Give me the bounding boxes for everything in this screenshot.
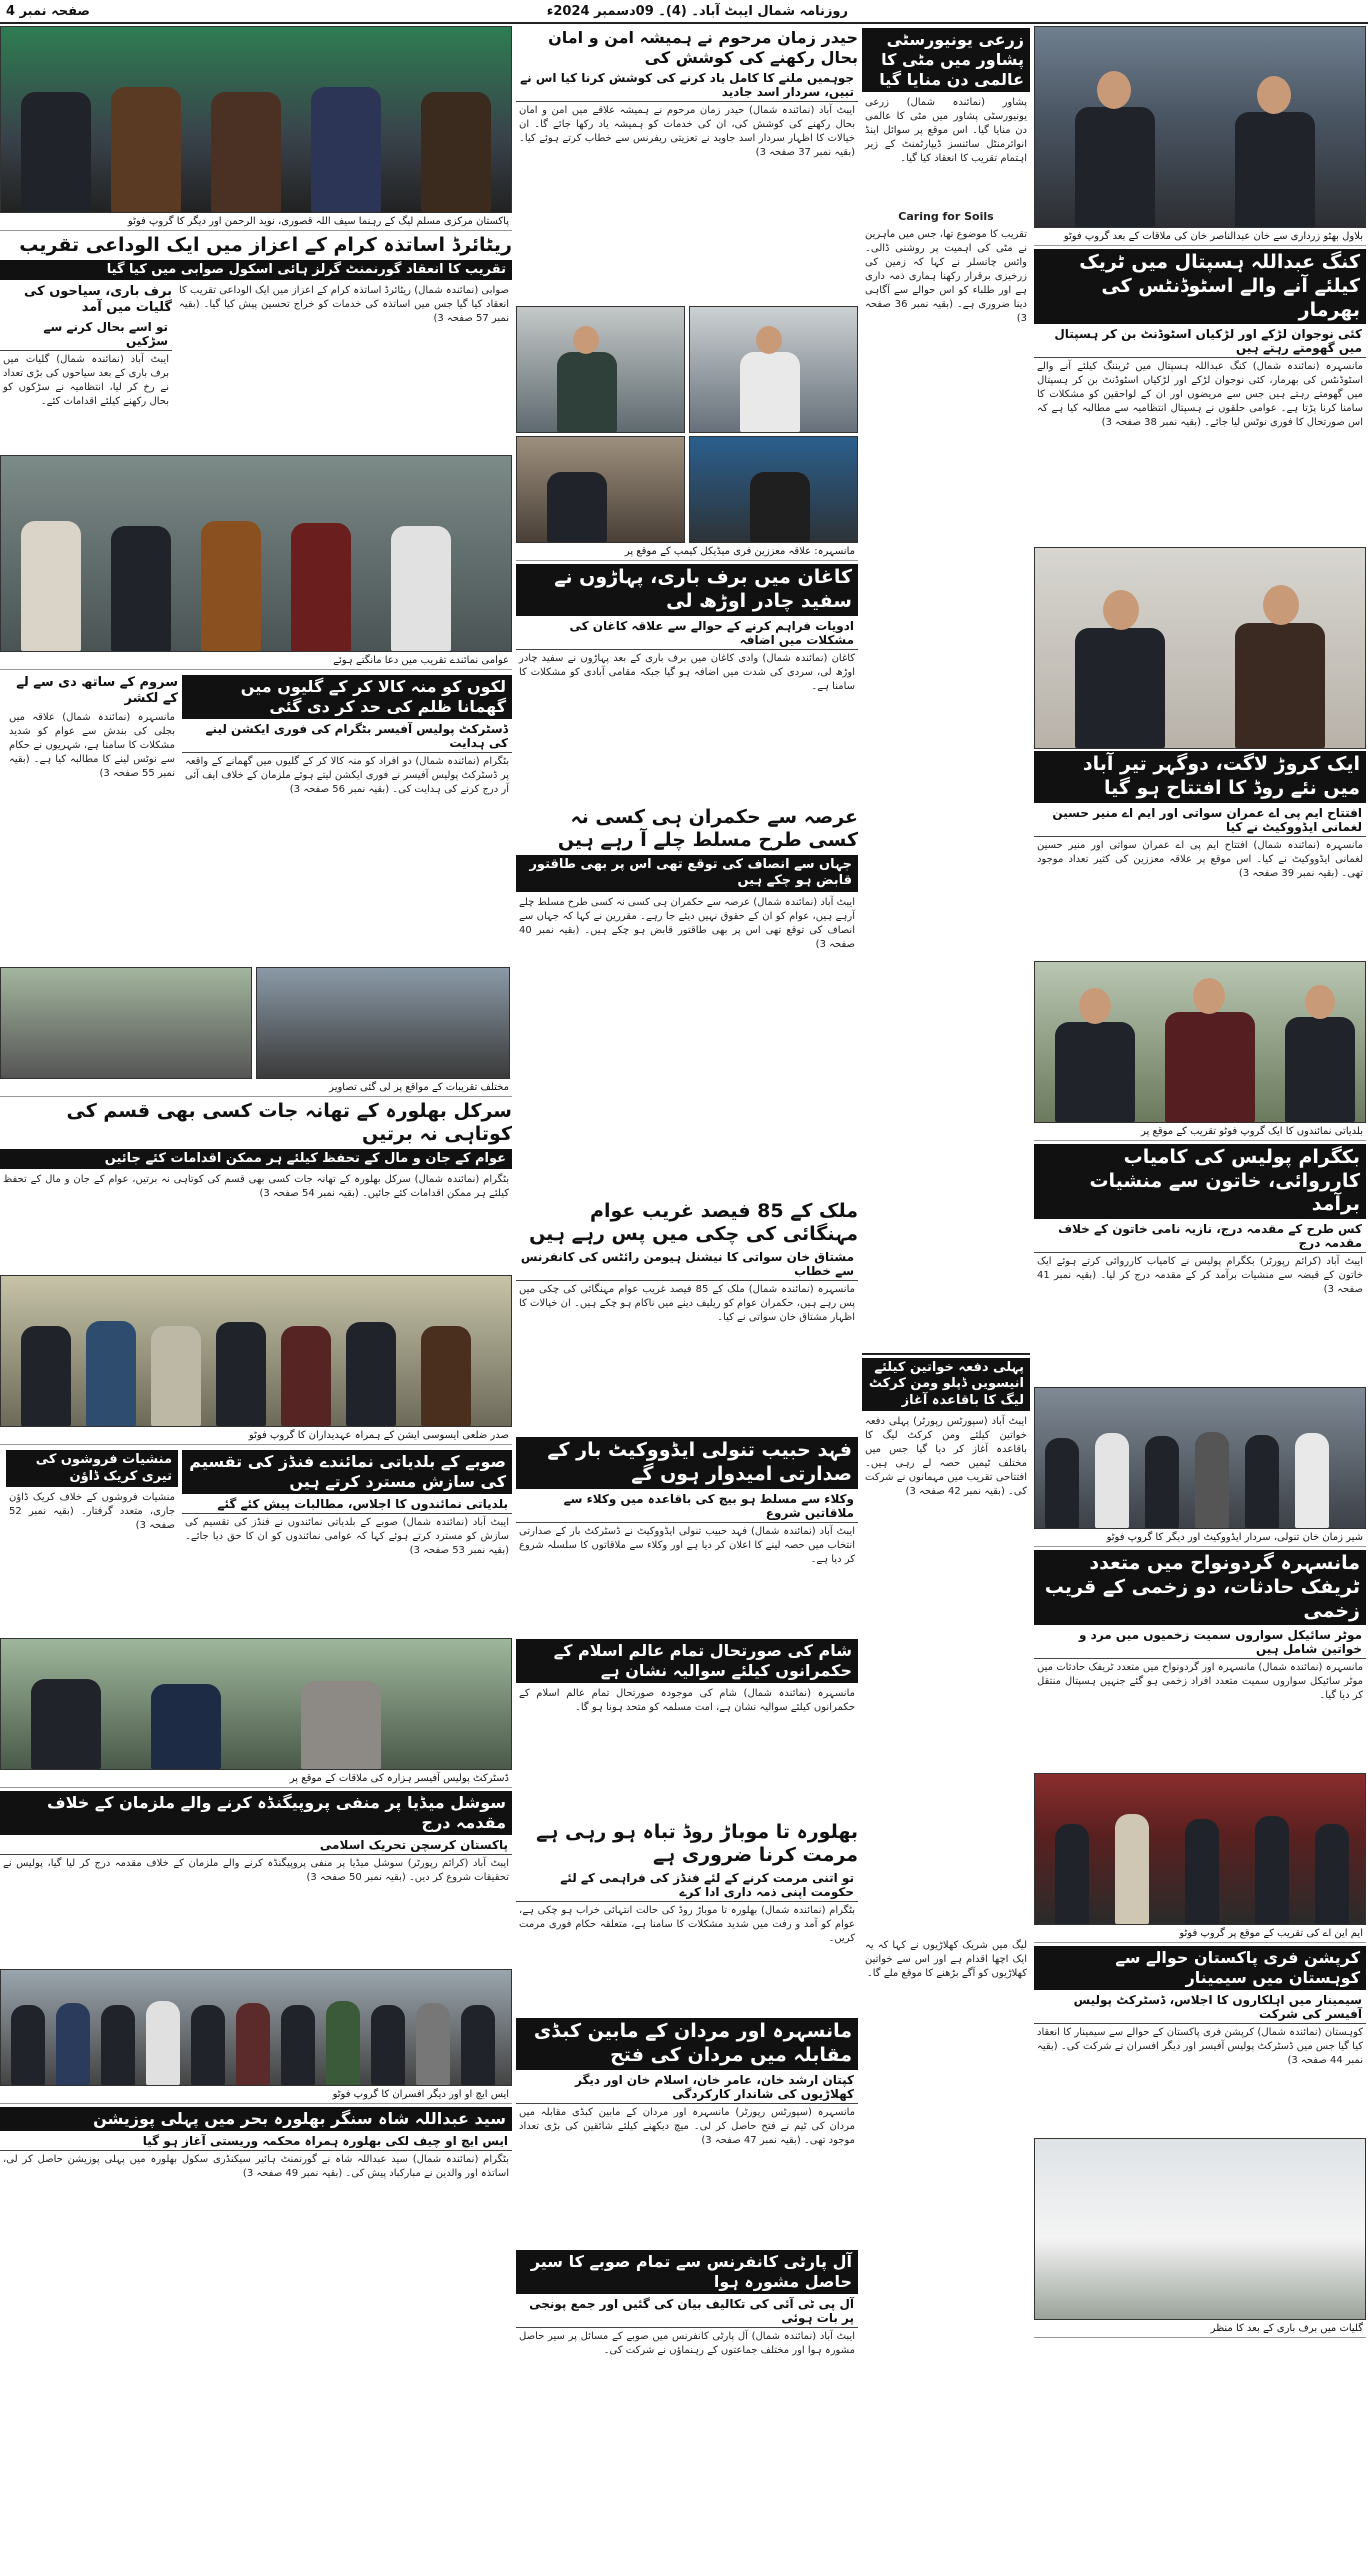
subheadline: جہاں سے انصاف کی توقع تھی اس پر بھی طاقتور قابض ہو چکے ہیں — [516, 855, 858, 892]
subheadline: موٹر سائیکل سواروں سمیت زخمیوں میں مرد و خواتین شامل ہیں — [1034, 1627, 1366, 1659]
photo-caption: شیر زمان خان تنولی، سردار ایڈووکیٹ اور دیگر کا گروپ فوٹو — [1034, 1529, 1366, 1547]
subheadline: تقریب کا انعقاد گورنمنٹ گرلز ہائی اسکول صوابی میں کیا گیا — [0, 260, 512, 280]
headline: مانسہرہ گردونواح میں متعدد ٹریفک حادثات، دو زخمی کے قریب زخمی — [1034, 1550, 1366, 1625]
headline: صوبے کے بلدیاتی نمائندے فنڈز کی تقسیم کی سازش مسترد کرتے ہیں — [182, 1450, 512, 1494]
subheadline: پاکستان کرسچن تحریک اسلامی — [0, 1837, 512, 1855]
photo-caption: بلاول بھٹو زرداری سے خان عبدالناصر خان کی ملاقات کے بعد گروپ فوٹو — [1034, 228, 1366, 246]
article-body: مانسہرہ (نمائندہ شمال) مانسہرہ اور گردونواح میں متعدد ٹریفک حادثات میں موٹر سائیکل سواروں سمیت متعدد افراد زخمی ہو گئے جنہیں ہسپتال منتقل کر دیا گیا۔ — [1037, 1662, 1363, 1702]
article-body: ایبٹ آباد (نمائندہ شمال) گلیات میں برف باری کے بعد سیاحوں کی بڑی تعداد نے رخ کر لیا، انتظامیہ نے سڑکوں کو بحال رکھنے کیلئے اقدامات کئے۔ — [3, 353, 169, 407]
subheadline: وکلاء سے مسلط ہو بیچ کی باقاعدہ میں وکلاء سے ملاقاتیں شروع — [516, 1491, 858, 1523]
headline: بکگرام پولیس کی کامیاب کارروائی، خاتون سے منشیات برآمد — [1034, 1144, 1366, 1219]
headline: زرعی یونیورسٹی پشاور میں مٹی کا عالمی دن منایا گیا — [862, 28, 1030, 92]
subheadline: جوہمیں ملنے کا کامل یاد کرنے کی کوشش کرنا کیا اس نے تبیں، سردار اسد جادید — [516, 70, 858, 102]
column-3 — [516, 26, 858, 2556]
subheadline: ایس ایچ او چیف لکی بھلورہ ہمراہ محکمہ وریستی آغاز ہو گیا — [0, 2133, 512, 2151]
article-body: ایبٹ آباد (نمائندہ شمال) حیدر زمان مرحوم نے ہمیشہ علاقے میں امن و امان بحال رکھنے کی کوشش کی، ان کی خدمات کو ہمیشہ یاد رکھا جائے گا۔ ان خیالات کا اظہار سردار اسد جاوید نے تعزیتی ریفرنس سے خطاب کرتے ہوئے کیا۔ (بقیہ نمبر 37 صفحہ 3) — [519, 105, 855, 158]
article-body: ایبٹ آباد (کرائم رپورٹر) بکگرام پولیس نے کامیاب کارروائی کرتے ہوئے ایک خاتون کے قبضہ سے منشیات برآمد کر کے مقدمہ درج کر لیا۔ (بقیہ نمبر 41 صفحہ 3) — [1037, 1256, 1363, 1295]
headline: سید عبداللہ شاہ سنگر بھلورہ بحر میں پہلی پوزیشن — [0, 2107, 512, 2131]
photo-13 — [0, 967, 252, 1079]
photo-16 — [0, 1638, 512, 1770]
photo-caption: ایم این اے کی تقریب کے موقع پر گروپ فوٹو — [1034, 1925, 1366, 1943]
subheadline: سیمینار میں اہلکاروں کا اجلاس، ڈسٹرکٹ پولیس آفیسر کی شرکت — [1034, 1992, 1366, 2024]
article-body: ایبٹ آباد (نمائندہ شمال) فہد حبیب تنولی ایڈووکیٹ نے ڈسٹرکٹ بار کے صدارتی انتخاب میں حصہ لینے کا اعلان کر دیا ہے اور وکلاء سے ملاقاتوں کا سلسلہ شروع کر دیا ہے۔ — [519, 1525, 855, 1565]
headline: سرکل بھلورہ کے تھانہ جات کسی بھی قسم کی کوتاہی نہ برتیں — [66, 1099, 512, 1146]
photo-11 — [0, 26, 512, 213]
article-body: بٹگرام (نمائندہ شمال) دو افراد کو منہ کالا کر کے گلیوں میں گھمانے کے واقعہ پر ڈسٹرکٹ پولیس آفیسر نے فوری ایکشن لیتے ہوئے ملزمان کے خلاف ایف آئی آر درج کرنے کی ہدایت کی۔ (بقیہ نمبر 56 صفحہ 3) — [185, 755, 509, 795]
subheadline: کئی نوجوان لڑکے اور لڑکیاں اسٹوڈنٹ بن کر ہسپتال میں گھومتے رہتے ہیں — [1034, 326, 1366, 358]
photo-caption: صدر ضلعی ایسوسی ایشن کے ہمراہ عہدیداران کا گروپ فوٹو — [0, 1427, 512, 1445]
headline: کنگ عبداللہ ہسپتال میں ٹریک کیلئے آنے والے اسٹوڈنٹس کی بھرمار — [1034, 249, 1366, 324]
headline: کرپشن فری پاکستان حوالے سے کوہستان میں سیمینار — [1034, 1946, 1366, 1990]
subheadline: ادویات فراہم کرنے کے حوالے سے علاقہ کاغان کی مشکلات میں اضافہ — [516, 618, 858, 650]
photo-caption: مختلف تقریبات کے مواقع پر لی گئی تصاویر — [0, 1079, 512, 1097]
photo-3 — [1034, 961, 1366, 1123]
photo-1 — [1034, 26, 1366, 228]
photo-9 — [516, 436, 685, 543]
column-2 — [862, 26, 1030, 2556]
photo-12 — [0, 455, 512, 652]
article-body: مانسہرہ (سپورٹس رپورٹر) مانسہرہ اور مردان کے مابین کبڈی مقابلہ میں مردان کی ٹیم نے فتح حاصل کر لی۔ میچ دیکھنے کیلئے شائقین کی بڑی تعداد موجود تھی۔ (بقیہ نمبر 47 صفحہ 3) — [519, 2106, 855, 2146]
article-body: ایبٹ آباد (نمائندہ شمال) آل پارٹی کانفرنس میں صوبے کے مسائل پر سیر حاصل مشورہ ہوا اور مختلف جماعتوں کے رہنماؤں نے شرکت کی۔ — [519, 2330, 855, 2356]
photo-grid — [516, 306, 858, 433]
photo-4 — [1034, 1387, 1366, 1529]
headline: پہلی دفعہ خواتین کیلئے انیسویں ڈپلو ومن کرکٹ لیگ کا باقاعدہ آغاز — [862, 1358, 1030, 1411]
photo-10 — [689, 436, 858, 543]
article-body: مانسہرہ (نمائندہ شمال) شام کی موجودہ صورتحال تمام عالم اسلام کے حکمرانوں کیلئے سوالیہ نشان ہے، امت مسلمہ کو متحد ہونا ہو گا۔ — [519, 1687, 855, 1713]
headline: لکوں کو منہ کالا کر کے گلیوں میں گھمانا ظلم کی حد کر دی گئی — [182, 675, 512, 719]
article-body: مانسہرہ (نمائندہ شمال) افتتاح ایم پی اے عمران سواتی اور منیر حسین لغمانی ایڈووکیٹ نے کیا۔ اس موقع پر علاقہ معززین کی کثیر تعداد موجود تھی۔ (بقیہ نمبر 39 صفحہ 3) — [1037, 839, 1363, 879]
photo-grid — [0, 967, 512, 1079]
column-4 — [0, 26, 512, 2556]
column-1 — [1034, 26, 1366, 2556]
photo-caption: پاکستان مرکزی مسلم لیگ کے رہنما سیف اللہ قصوری، نوید الرحمن اور دیگر کا گروپ فوٹو — [0, 213, 512, 231]
headline: سروم کے ساتھ دی سے لے کے لکشر — [16, 674, 178, 706]
subheadline: ڈسٹرکٹ پولیس آفیسر بٹگرام کی فوری ایکشن لینے کی ہدایت — [182, 721, 512, 753]
article-body: مانسہرہ (نمائندہ شمال) علاقہ میں بجلی کی بندش سے عوام کو شدید مشکلات کا سامنا ہے، شہریوں نے حکام سے نوٹس لینے کا مطالبہ کیا ہے۔ (بقیہ نمبر 55 صفحہ 3) — [9, 712, 175, 779]
page-number: صفحہ نمبر 4 — [6, 3, 90, 19]
article-body: ایبٹ آباد (کرائم رپورٹر) سوشل میڈیا پر منفی پروپیگنڈہ کرنے والے ملزمان کے خلاف مقدمہ درج کر لیا گیا، پولیس نے تحقیقات شروع کر دیں۔ (بقیہ نمبر 50 صفحہ 3) — [3, 1858, 509, 1884]
headline: برف باری، سیاحوں کی گلیات میں آمد — [23, 284, 172, 316]
article-body: کوہستان (نمائندہ شمال) کرپشن فری پاکستان کے حوالے سے سیمینار کا انعقاد کیا گیا جس میں ڈسٹرکٹ پولیس آفیسر اور دیگر افسران نے شرکت کی۔ (بقیہ نمبر 44 صفحہ 3) — [1037, 2027, 1363, 2067]
article-body: پشاور (نمائندہ شمال) زرعی یونیورسٹی پشاور میں مٹی کا عالمی دن منایا گیا۔ اس موقع پر سوائل اینڈ انوائرمنٹل سائنسز ڈیپارٹمنٹ کے زیر اہتمام تقریب کا انعقاد کیا گیا۔ — [865, 97, 1027, 164]
photo-15 — [0, 1275, 512, 1427]
headline: ملک کے 85 فیصد غریب عوام مہنگائی کی چکی میں پس رہے ہیں — [529, 1199, 858, 1246]
headline: بھلورہ تا موباڑ روڈ تباہ ہو رہی ہے مرمت کرنا ضروری ہے — [536, 1820, 858, 1867]
photo-7 — [516, 306, 685, 433]
masthead-title: روزنامہ شمال ایبٹ آباد۔ (4)۔ 09دسمبر 2024ء — [546, 3, 848, 19]
photo-caption: عوامی نمائندے تقریب میں دعا مانگتے ہوئے — [0, 652, 512, 670]
photo-grid — [516, 436, 858, 543]
headline: حیدر زمان مرحوم نے ہمیشہ امن و امان بحال رکھنے کی کوشش کی — [548, 28, 858, 67]
photo-5 — [1034, 1773, 1366, 1925]
photo-caption: ایس ایچ او اور دیگر افسران کا گروپ فوٹو — [0, 2086, 512, 2104]
photo-2 — [1034, 547, 1366, 749]
masthead — [0, 0, 1368, 24]
article-body: تقریب کا موضوع تھا، جس میں ماہرین نے مٹی کی اہمیت پر روشنی ڈالی۔ وائس چانسلر نے کہا کہ زمین کی زرخیزی برقرار رکھنا ہماری ذمہ داری ہے اور طلباء کو اس حوالے سے آگاہی دینا ضروری ہے۔ (بقیہ نمبر 36 صفحہ 3) — [865, 229, 1027, 324]
article-body: مانسہرہ (نمائندہ شمال) ملک کے 85 فیصد غریب عوام مہنگائی کی چکی میں پس رہے ہیں، حکمران عوام کو ریلیف دینے میں ناکام ہو چکے ہیں۔ ان خیالات کا اظہار مشتاق خان سواتی نے کیا۔ — [519, 1284, 855, 1323]
photo-caption: گلیات میں برف باری کے بعد کا منظر — [1034, 2320, 1366, 2338]
article-body: ایبٹ آباد (نمائندہ شمال) صوبے کے بلدیاتی نمائندوں نے فنڈز کی تقسیم کی سازش کو مسترد کرتے ہوئے کہا کہ عوامی نمائندوں کو ان کا حق دیا جائے۔ (بقیہ نمبر 53 صفحہ 3) — [185, 1517, 509, 1557]
photo-6 — [1034, 2138, 1366, 2320]
photo-17 — [0, 1969, 512, 2086]
subheadline: افتتاح ایم پی اے عمران سواتی اور ایم اے منیر حسین لغمانی ایڈووکیٹ نے کیا — [1034, 805, 1366, 837]
headline: مانسہرہ اور مردان کے مابین کبڈی مقابلہ میں مردان کی فتح — [516, 2018, 858, 2070]
subheadline: بلدیاتی نمائندوں کا اجلاس، مطالبات پیش کئے گئے — [182, 1496, 512, 1514]
subheadline: عوام کے جان و مال کے تحفظ کیلئے ہر ممکن اقدامات کئے جائیں — [0, 1149, 512, 1169]
article-body: ایبٹ آباد (سپورٹس رپورٹر) پہلی دفعہ خواتین کیلئے ومن کرکٹ لیگ کا باقاعدہ آغاز کر دیا گیا جس میں مختلف ٹیمیں حصہ لے رہی ہیں۔ افتتاحی تقریب میں مہمانوں نے شرکت کی۔ (بقیہ نمبر 42 صفحہ 3) — [865, 1415, 1027, 1497]
english-term: Caring for Soils — [898, 210, 994, 223]
headline: ریٹائرڈ اساتذہ کرام کے اعزاز میں ایک الوداعی تقریب — [19, 234, 512, 256]
article-body: منشیات فروشوں کے خلاف کریک ڈاؤن جاری، متعدد گرفتار۔ (بقیہ نمبر 52 صفحہ 3) — [9, 1491, 175, 1531]
article-body: بٹگرام (نمائندہ شمال) سرکل بھلورہ کے تھانہ جات کسی بھی قسم کی کوتاہی نہ برتیں، عوام کے جان و مال کے تحفظ کیلئے ہر ممکن اقدامات کئے جائیں۔ (بقیہ نمبر 54 صفحہ 3) — [3, 1174, 509, 1200]
photo-caption: بلدیاتی نمائندوں کا ایک گروپ فوٹو تقریب کے موقع پر — [1034, 1123, 1366, 1141]
article-body: ایبٹ آباد (نمائندہ شمال) عرصہ سے حکمران ہی کسی نہ کسی طرح مسلط چلے آرہے ہیں، عوام کو ان کے حقوق نہیں دیئے جا رہے۔ مقررین نے کہا کہ جہاں سے انصاف کی توقع تھی اس پر بھی طاقتور قابض ہو چکے ہیں۔ (بقیہ نمبر 40 صفحہ 3) — [518, 896, 855, 950]
subheadline: کس طرح کے مقدمہ درج، نازیہ نامی خاتون کے خلاف مقدمہ درج — [1034, 1221, 1366, 1253]
headline: آل پارٹی کانفرنس سے تمام صوبے کا سیر حاصل مشورہ ہوا — [516, 2250, 858, 2294]
subheadline: تو اتنی مرمت کرنے کے لئے فنڈز کی فراہمی کے لئے حکومت اپنی ذمہ داری ادا کرے — [516, 1870, 858, 1902]
headline: ایک کروڑ لاگت، دوگہر تیر آباد میں نئے روڈ کا افتتاح ہو گیا — [1034, 751, 1366, 803]
photo-8 — [689, 306, 858, 433]
subheadline: مشتاق خان سواتی کا نیشنل ہیومن رائٹس کی کانفرنس سے خطاب — [516, 1249, 858, 1281]
article-body: کاغان (نمائندہ شمال) وادی کاغان میں برف باری کے بعد پہاڑوں نے سفید چادر اوڑھ لی، سردی کی شدت میں اضافہ ہو گیا جبکہ مقامی آبادی کو مشکلات کا سامنا ہے۔ — [519, 652, 855, 692]
headline: سوشل میڈیا پر منفی پروپیگنڈہ کرنے والے ملزمان کے خلاف مقدمہ درج — [0, 1791, 512, 1835]
photo-caption: مانسہرہ: علاقہ معززین فری میڈیکل کیمپ کے موقع پر — [516, 543, 858, 561]
headline: عرصہ سے حکمران ہی کسی نہ کسی طرح مسلط چلے آ رہے ہیں — [557, 805, 858, 852]
article-body: مانسہرہ (نمائندہ شمال) کنگ عبداللہ ہسپتال میں ٹریننگ کیلئے آنے والے اسٹوڈنٹس کی بھرمار، کئی نوجوان لڑکے اور لڑکیاں اسٹوڈنٹ بن کر ہسپتال میں گھومتے رہتے ہیں جس سے مریضوں اور ان کے لواحقین کو مشکلات کا سامنا کرنا پڑتا ہے۔ عوامی حلقوں نے ہسپتال انتظامیہ سے مطالبہ کیا ہے کہ اس صورتحال کا فوری نوٹس لیا جائے۔ (بقیہ نمبر 38 صفحہ 3) — [1037, 361, 1363, 429]
subheadline: آل پی ٹی آئی کی تکالیف بیان کی گئیں اور جمع پونجی پر بات ہوئی — [516, 2296, 858, 2328]
photo-caption: ڈسٹرکٹ پولیس آفیسر ہزارہ کی ملاقات کے موقع پر — [0, 1770, 512, 1788]
article-body: صوابی (نمائندہ شمال) ریٹائرڈ اساتذہ کرام کے اعزاز میں ایک الوداعی تقریب کا انعقاد کیا گیا جس میں اساتذہ کی خدمات کو خراج تحسین پیش کیا گیا۔ (بقیہ نمبر 57 صفحہ 3) — [179, 285, 509, 324]
headline: شام کی صورتحال تمام عالم اسلام کے حکمرانوں کیلئے سوالیہ نشان ہے — [516, 1639, 858, 1683]
subheadline: تو اسے بحال کرنے سے سڑکیں — [0, 319, 172, 351]
divider — [862, 1353, 1030, 1355]
photo-14 — [256, 967, 510, 1079]
headline: کاغان میں برف باری، پہاڑوں نے سفید چادر اوڑھ لی — [516, 564, 858, 616]
headline: منشیات فروشوں کی تیری کریک ڈاؤن — [6, 1450, 178, 1487]
article-body: لیگ میں شریک کھلاڑیوں نے کہا کہ یہ ایک اچھا اقدام ہے اور اس سے خواتین کھلاڑیوں کو آگے بڑھنے کا موقع ملے گا۔ — [865, 1939, 1027, 1979]
subheadline: کپتان ارشد خان، عامر خان، اسلام خان اور دیگر کھلاڑیوں کی شاندار کارکردگی — [516, 2072, 858, 2104]
article-body: بٹگرام (نمائندہ شمال) بھلورہ تا موباڑ روڈ کی حالت انتہائی خراب ہو چکی ہے، عوام کو آمد و رفت میں شدید مشکلات کا سامنا ہے، متعلقہ حکام فوری مرمت کریں۔ — [519, 1905, 855, 1944]
article-body: بٹگرام (نمائندہ شمال) سید عبداللہ شاہ نے گورنمنٹ ہائیر سیکنڈری سکول بھلورہ میں پہلی پوزیشن حاصل کر لی، اساتذہ اور والدین نے مبارکباد پیش کی۔ (بقیہ نمبر 49 صفحہ 3) — [3, 2154, 509, 2180]
headline: فہد حبیب تنولی ایڈووکیٹ بار کے صدارتی امیدوار ہوں گے — [516, 1437, 858, 1489]
